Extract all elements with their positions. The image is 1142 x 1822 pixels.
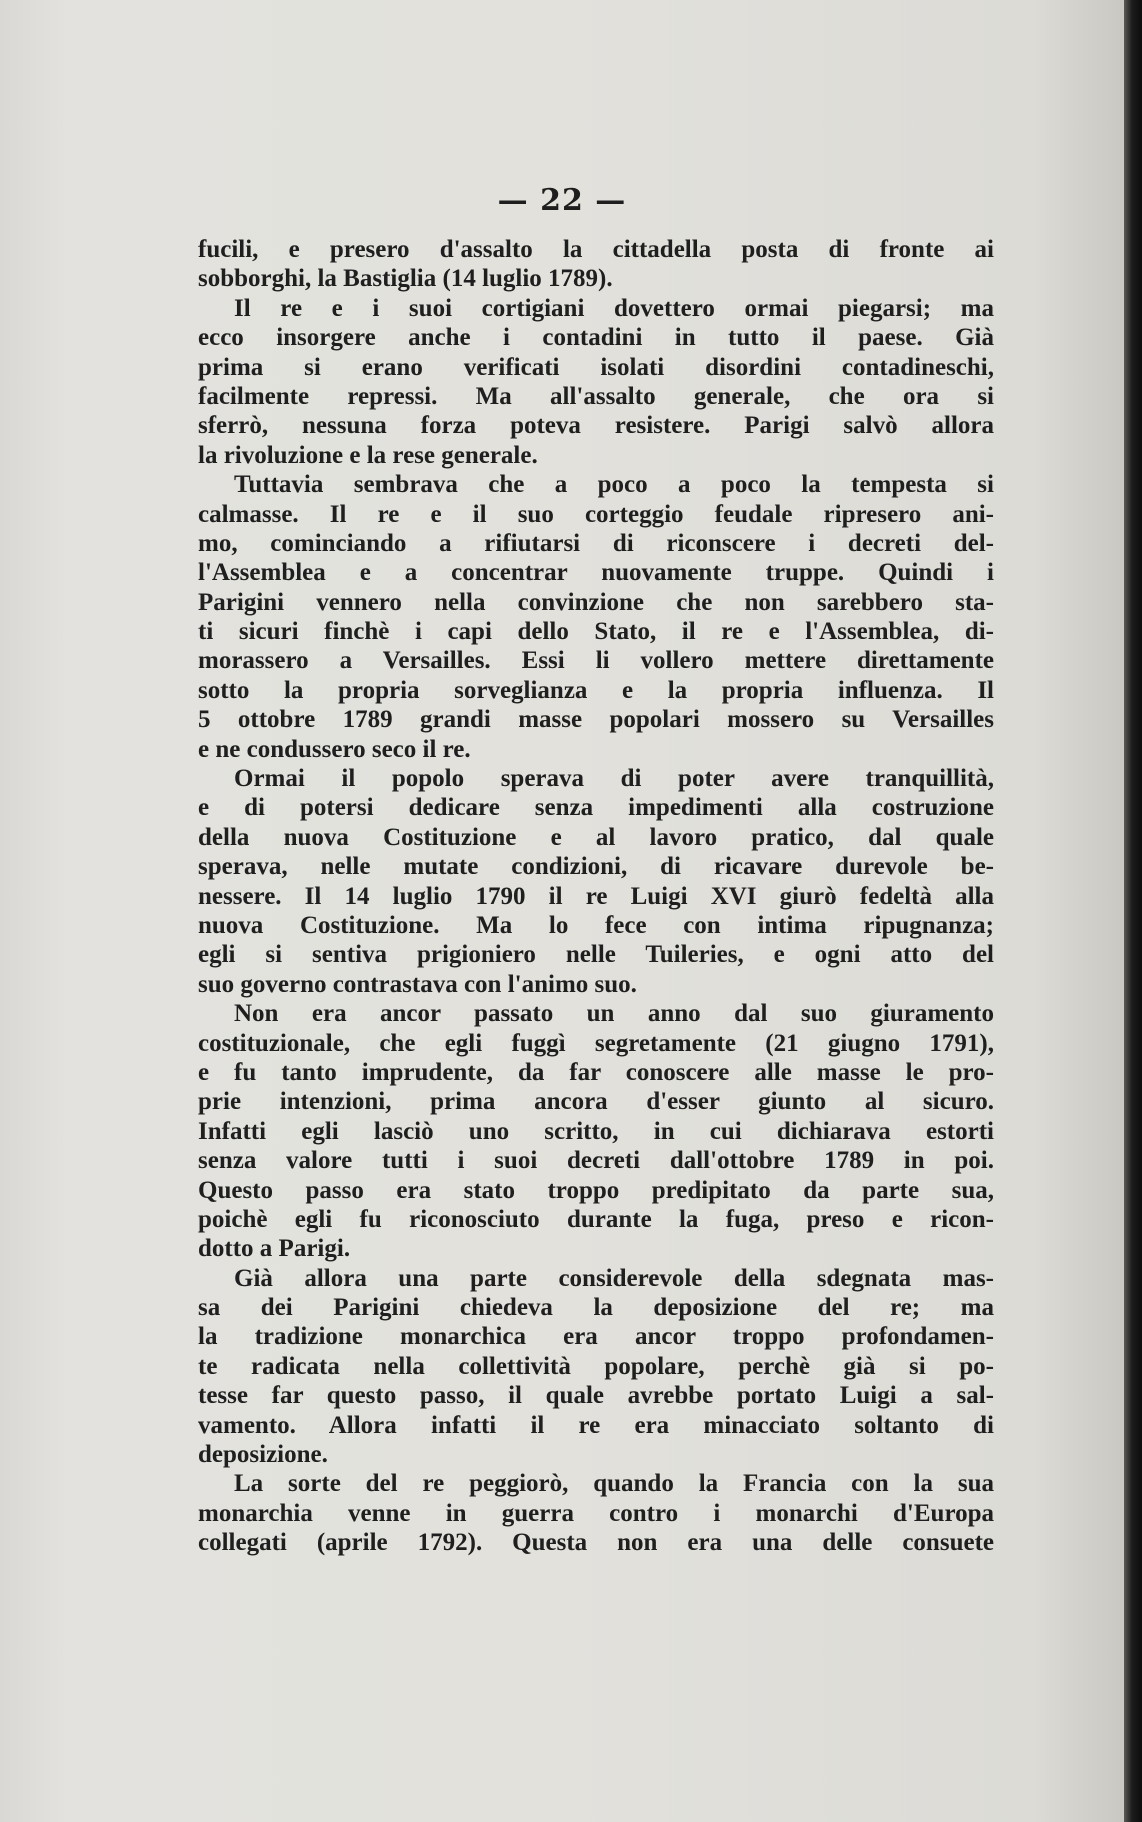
text-line: mo, cominciando a rifiutarsi di riconscere i decreti del- [198, 529, 994, 557]
text-line: Parigini vennero nella convinzione che non sarebbero sta- [198, 588, 994, 616]
text-line: sobborghi, la Bastiglia (14 luglio 1789). [198, 265, 613, 293]
text-line: ti sicuri finchè i capi dello Stato, il re e l'Assemblea, di- [198, 618, 994, 646]
text-line: prie intenzioni, prima ancora d'esser giunto al sicuro. [198, 1088, 994, 1116]
text-line: deposizione. [198, 1441, 328, 1469]
text-line: ecco insorgere anche i contadini in tutto il paese. Già [198, 324, 994, 352]
text-line: e fu tanto imprudente, da far conoscere alle masse le pro- [198, 1058, 994, 1086]
text-line: te radicata nella collettività popolare, perchè già si po- [198, 1352, 994, 1380]
text-line: egli si sentiva prigioniero nelle Tuileries, e ogni atto del [198, 941, 994, 969]
text-line: e di potersi dedicare senza impedimenti alla costruzione [198, 794, 994, 822]
page-number: — 22 — [497, 183, 627, 218]
text-line: sa dei Parigini chiedeva la deposizione del re; ma [198, 1294, 994, 1322]
text-line: Tuttavia sembrava che a poco a poco la tempesta si [234, 471, 994, 499]
text-line: prima si erano verificati isolati disordini contadineschi, [198, 353, 994, 381]
text-line: la rivoluzione e la rese generale. [198, 441, 538, 469]
text-line: la tradizione monarchica era ancor troppo profondamen- [198, 1323, 994, 1351]
body-text [198, 235, 994, 1558]
text-line: dotto a Parigi. [198, 1235, 351, 1263]
text-line: calmasse. Il re e il suo corteggio feudale ripresero ani- [198, 500, 994, 528]
text-line: l'Assemblea e a concentrar nuovamente truppe. Quindi i [198, 559, 994, 587]
text-line: poichè egli fu riconosciuto durante la fuga, preso e ricon- [198, 1205, 994, 1233]
text-line: fucili, e presero d'assalto la cittadella posta di fronte ai [198, 236, 994, 263]
text-line: Ormai il popolo sperava di poter avere tranquillità, [234, 765, 994, 793]
scan-edge [1124, 0, 1142, 1822]
text-line: e ne condussero seco il re. [198, 735, 471, 763]
text-line: tesse far questo passo, il quale avrebbe portato Luigi a sal- [198, 1382, 994, 1410]
text-line: Non era ancor passato un anno dal suo giuramento [234, 1000, 994, 1028]
text-line: collegati (aprile 1792). Questa non era una delle consuete [198, 1529, 994, 1557]
text-line: facilmente repressi. Ma all'assalto generale, che ora si [198, 382, 994, 410]
text-line: Il re e i suoi cortigiani dovettero ormai piegarsi; ma [234, 294, 994, 322]
text-line: monarchia venne in guerra contro i monarchi d'Europa [198, 1499, 994, 1527]
text-line: nuova Costituzione. Ma lo fece con intima ripugnanza; [198, 911, 994, 939]
text-line: vamento. Allora infatti il re era minacciato soltanto di [198, 1411, 994, 1439]
text-line: della nuova Costituzione e al lavoro pratico, dal quale [198, 823, 994, 851]
text-line: nessere. Il 14 luglio 1790 il re Luigi XVI giurò fedeltà alla [198, 882, 994, 910]
text-line: sferrò, nessuna forza poteva resistere. Parigi salvò allora [198, 412, 994, 440]
text-line: sotto la propria sorveglianza e la propria influenza. Il [198, 676, 994, 704]
text-line: Già allora una parte considerevole della sdegnata mas- [234, 1264, 994, 1292]
text-line: sperava, nelle mutate condizioni, di ricavare durevole be- [198, 853, 994, 881]
text-line: senza valore tutti i suoi decreti dall'ottobre 1789 in poi. [198, 1147, 994, 1175]
text-line: morassero a Versailles. Essi li vollero mettere direttamente [198, 647, 994, 675]
text-line: Infatti egli lasciò uno scritto, in cui dichiarava estorti [198, 1117, 994, 1145]
text-line: La sorte del re peggiorò, quando la Francia con la sua [234, 1470, 994, 1498]
text-line: suo governo contrastava con l'animo suo. [198, 970, 637, 998]
text-line: 5 ottobre 1789 grandi masse popolari mossero su Versailles [198, 706, 994, 734]
text-line: costituzionale, che egli fuggì segretamente (21 giugno 1791), [198, 1029, 994, 1057]
text-line: Questo passo era stato troppo predipitato da parte sua, [198, 1176, 994, 1204]
